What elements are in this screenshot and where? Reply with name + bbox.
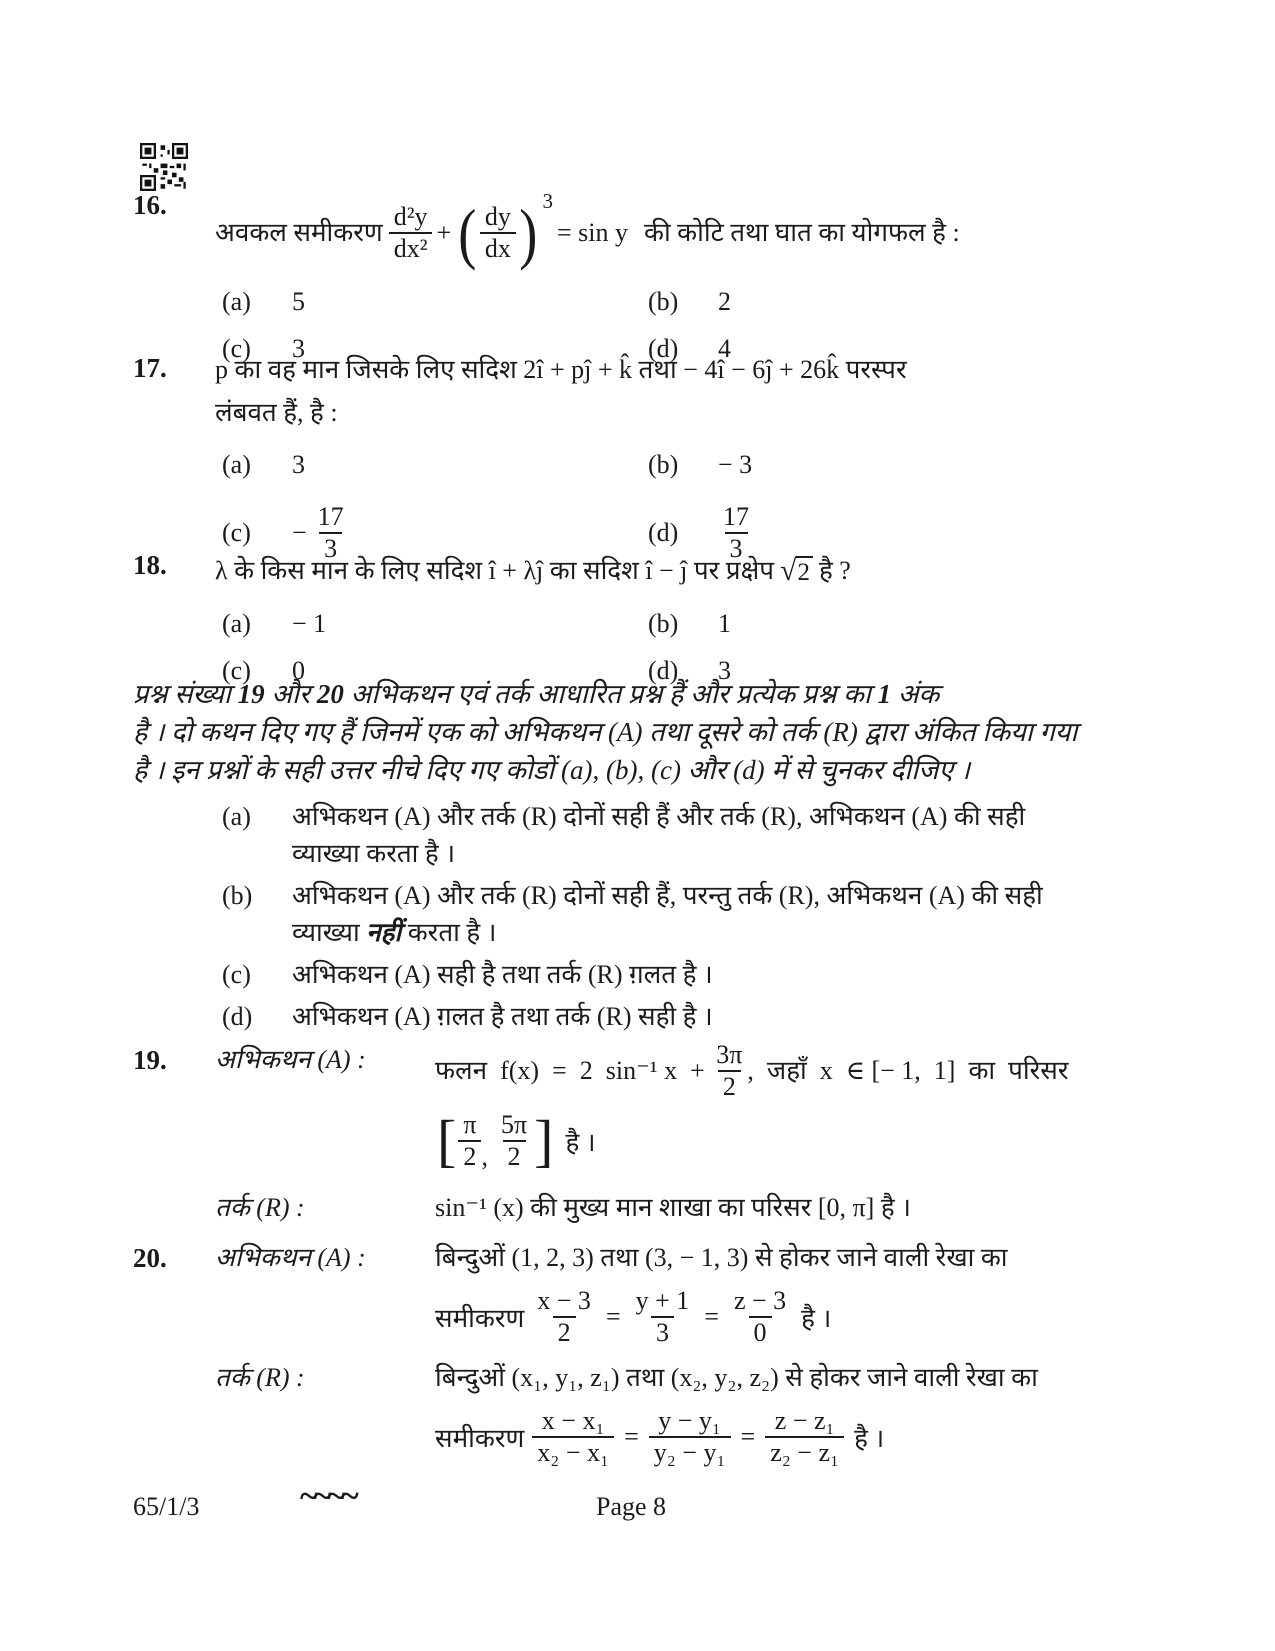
q20-frac-x: $\frac{x - 3}{2}$ xyxy=(537,1286,591,1347)
option-c-value: 0 xyxy=(292,656,305,685)
q18-pre-text: λ के किस मान के लिए सदिश î + λĵ का सदिश î − ĵ पर प्रक्षेप xyxy=(215,556,774,585)
question-19 xyxy=(133,1040,1165,1228)
question-17 xyxy=(133,348,1165,573)
option-c-value: 3 xyxy=(292,334,305,363)
option-b-value: 2 xyxy=(718,287,731,316)
option-c-label: (c) xyxy=(222,334,251,363)
qr-code xyxy=(140,143,188,191)
q20-reason-frac-y: $\frac{\text{y − y₁}}{\text{y₂ − y₁}}$ xyxy=(649,1406,731,1468)
question-20 xyxy=(133,1238,1165,1468)
code-a xyxy=(222,798,1165,872)
q20-frac-z: $\frac{z - 3}{0}$ xyxy=(733,1286,787,1347)
option-a-value: 3 xyxy=(292,450,305,479)
q16-post-text: की कोटि तथा घात का योगफल है : xyxy=(643,218,960,247)
q20-reason-frac-x: $\frac{\text{x − x₁}}{\text{x₂ − x₁}}$ xyxy=(532,1406,614,1468)
option-d-value: 3 xyxy=(718,656,731,685)
answer-codes xyxy=(133,798,1165,1040)
option-b-label: (b) xyxy=(648,287,679,316)
code-b-emphasis: नहीं xyxy=(366,918,402,947)
q16-pre-text: अवकल समीकरण xyxy=(215,218,383,247)
option-b-label: (b) xyxy=(648,609,679,638)
code-a-line2: व्याख्या करता है । xyxy=(292,839,456,868)
q18-post-text: है ? xyxy=(818,556,851,585)
option-b-value: − 3 xyxy=(718,450,753,479)
q19-assertion-tail: है । xyxy=(565,1127,596,1157)
q20-assertion-tail: है । xyxy=(801,1303,832,1333)
intro-line-1: प्रश्न संख्या 19 और 20 अभिकथन एवं तर्क आधारित प्रश्न हैं और प्रत्येक प्रश्न का 1 अंक xyxy=(133,679,940,709)
assertion-label: अभिकथन (A) : xyxy=(215,1243,366,1272)
q17-options-row-1 xyxy=(222,446,1165,484)
code-c xyxy=(222,956,1165,993)
option-a-label: (a) xyxy=(222,287,251,316)
q19-fraction-5pi-2: $\frac{5\pi}{2}$ xyxy=(500,1109,528,1171)
code-d-text: अभिकथन (A) ग़लत है तथा तर्क (R) सही है । xyxy=(292,1002,713,1031)
intro-line-2: है । दो कथन दिए गए हैं जिनमें एक को अभिकथन (A) तथा दूसरे को तर्क (R) द्वारा अंकित किया गया xyxy=(133,717,1078,747)
option-c-fraction: $\frac{17}{3}$ xyxy=(317,502,344,563)
assertion-label: अभिकथन (A) : xyxy=(215,1045,366,1074)
q19-fraction-pi-2: $\frac{\pi}{2}$ xyxy=(458,1110,481,1172)
option-d-fraction: $\frac{17}{3}$ xyxy=(723,502,749,563)
q16-fraction-1: $\frac{\text{d²y}}{\text{dx²}}$ xyxy=(389,202,433,264)
assertion-reason-intro xyxy=(133,675,1165,789)
code-a-line1: अभिकथन (A) और तर्क (R) दोनों सही हैं और तर्क (R), अभिकथन (A) की सही xyxy=(292,802,1026,831)
question-16-number: 16. xyxy=(133,190,167,220)
q20-equation-pre: समीकरण xyxy=(435,1303,525,1333)
code-b-line1: अभिकथन (A) और तर्क (R) दोनों सही हैं, परन्तु तर्क (R), अभिकथन (A) की सही xyxy=(292,881,1043,910)
q19-reason-text: sin⁻¹ (x) की मुख्य मान शाखा का परिसर [0, π] है । xyxy=(435,1192,911,1222)
q19-assertion-post: , जहाँ x ∈ [− 1, 1] का परिसर xyxy=(747,1055,1069,1085)
code-c-text: अभिकथन (A) सही है तथा तर्क (R) ग़लत है । xyxy=(292,960,713,989)
q17-line-2: लंबवत हैं, है : xyxy=(215,398,338,427)
exam-code: 65/1/3 xyxy=(133,1492,200,1521)
option-a-value: − 1 xyxy=(292,609,327,638)
q16-rhs: = sin y xyxy=(556,218,628,247)
option-a-value: 5 xyxy=(292,287,305,316)
q20-assertion-equation xyxy=(435,1286,1165,1348)
option-c-label: (c) xyxy=(222,518,251,547)
question-16-statement: अवकल समीकरण $\frac{\text{d²y}}{\text{dx²}}$ + ( $\frac{dy}{dx}$ ) 3 = sin y की कोटि तथा घात का योगफल है : xyxy=(215,185,1165,281)
q20-reason-line-1: बिन्दुओं (x₁, y₁, z₁) तथा (x₂, y₂, z₂) से होकर जाने वाली रेखा का xyxy=(435,1362,1038,1392)
q20-reason-equation xyxy=(435,1406,1165,1468)
option-b-value: 1 xyxy=(718,609,731,638)
reason-label: तर्क (R) : xyxy=(215,1362,305,1392)
q16-options-row-1 xyxy=(222,283,1165,321)
q18-options-row-1 xyxy=(222,605,1165,643)
code-a-label: (a) xyxy=(222,802,251,831)
plus-operator: + xyxy=(436,218,452,247)
q17-line-1: p का वह मान जिसके लिए सदिश 2î + pĵ + k̂ तथा − 4î − 6ĵ + 26k̂ परस्पर xyxy=(215,355,907,384)
question-18-number: 18. xyxy=(133,550,167,580)
intro-line-3: है । इन प्रश्नों के सही उत्तर नीचे दिए गए कोडों (a), (b), (c) और (d) में से चुनकर दीजिए । xyxy=(133,755,971,785)
reason-label: तर्क (R) : xyxy=(215,1192,305,1222)
exponent: 3 xyxy=(542,189,553,213)
q20-assertion-line-1: बिन्दुओं (1, 2, 3) तथा (3, − 1, 3) से होकर जाने वाली रेखा का xyxy=(435,1243,1008,1272)
option-a-label: (a) xyxy=(222,450,251,479)
q19-assertion-pre: फलन f(x) = 2 sin⁻¹ x + xyxy=(435,1055,712,1085)
option-d-label: (d) xyxy=(648,334,679,363)
question-17-number: 17. xyxy=(133,353,167,383)
question-19-number: 19. xyxy=(133,1045,167,1075)
q19-fraction-3pi-2: $\frac{3\pi}{2}$ xyxy=(716,1040,743,1101)
comma: , xyxy=(481,1141,488,1171)
equals-sign: = xyxy=(605,1301,621,1331)
code-c-label: (c) xyxy=(222,960,251,989)
q20-frac-y: $\frac{y + 1}{3}$ xyxy=(635,1286,690,1347)
question-20-number: 20. xyxy=(133,1243,167,1273)
page-number: Page 8 xyxy=(596,1492,667,1521)
code-b-line2-pre: व्याख्या xyxy=(292,918,367,947)
option-d-label: (d) xyxy=(648,656,679,685)
code-d xyxy=(222,998,1165,1035)
code-b-line2-post: करता है । xyxy=(401,918,497,947)
q16-fraction-2: $\frac{dy}{dx}$ xyxy=(480,202,516,264)
code-d-label: (d) xyxy=(222,1002,253,1031)
q20-reason-tail: है । xyxy=(854,1423,885,1453)
q20-reason-frac-z: $\frac{\text{z − z₁}}{\text{z₂ − z₁}}$ xyxy=(765,1406,844,1468)
squiggle-mark: ~~~~ xyxy=(300,1478,355,1515)
q20-reason-equation-pre: समीकरण xyxy=(435,1423,525,1453)
minus-sign: − xyxy=(292,518,307,547)
option-a-label: (a) xyxy=(222,609,251,638)
q19-assertion-line-2: [ $\frac{\pi}{2}$ , $\frac{5\pi}{2}$ ] है । xyxy=(437,1107,596,1173)
q18-statement xyxy=(215,545,1165,597)
equals-sign: = xyxy=(624,1421,639,1451)
code-b-label: (b) xyxy=(222,881,253,910)
equals-sign: = xyxy=(704,1301,719,1331)
option-b-label: (b) xyxy=(648,450,679,479)
equals-sign: = xyxy=(740,1421,756,1451)
square-root: √ 2 xyxy=(780,556,813,586)
option-c-label: (c) xyxy=(222,656,251,685)
code-b xyxy=(222,877,1165,951)
option-d-label: (d) xyxy=(648,518,679,547)
option-d-value: 4 xyxy=(718,334,731,363)
q19-assertion-line-1 xyxy=(435,1040,1165,1102)
